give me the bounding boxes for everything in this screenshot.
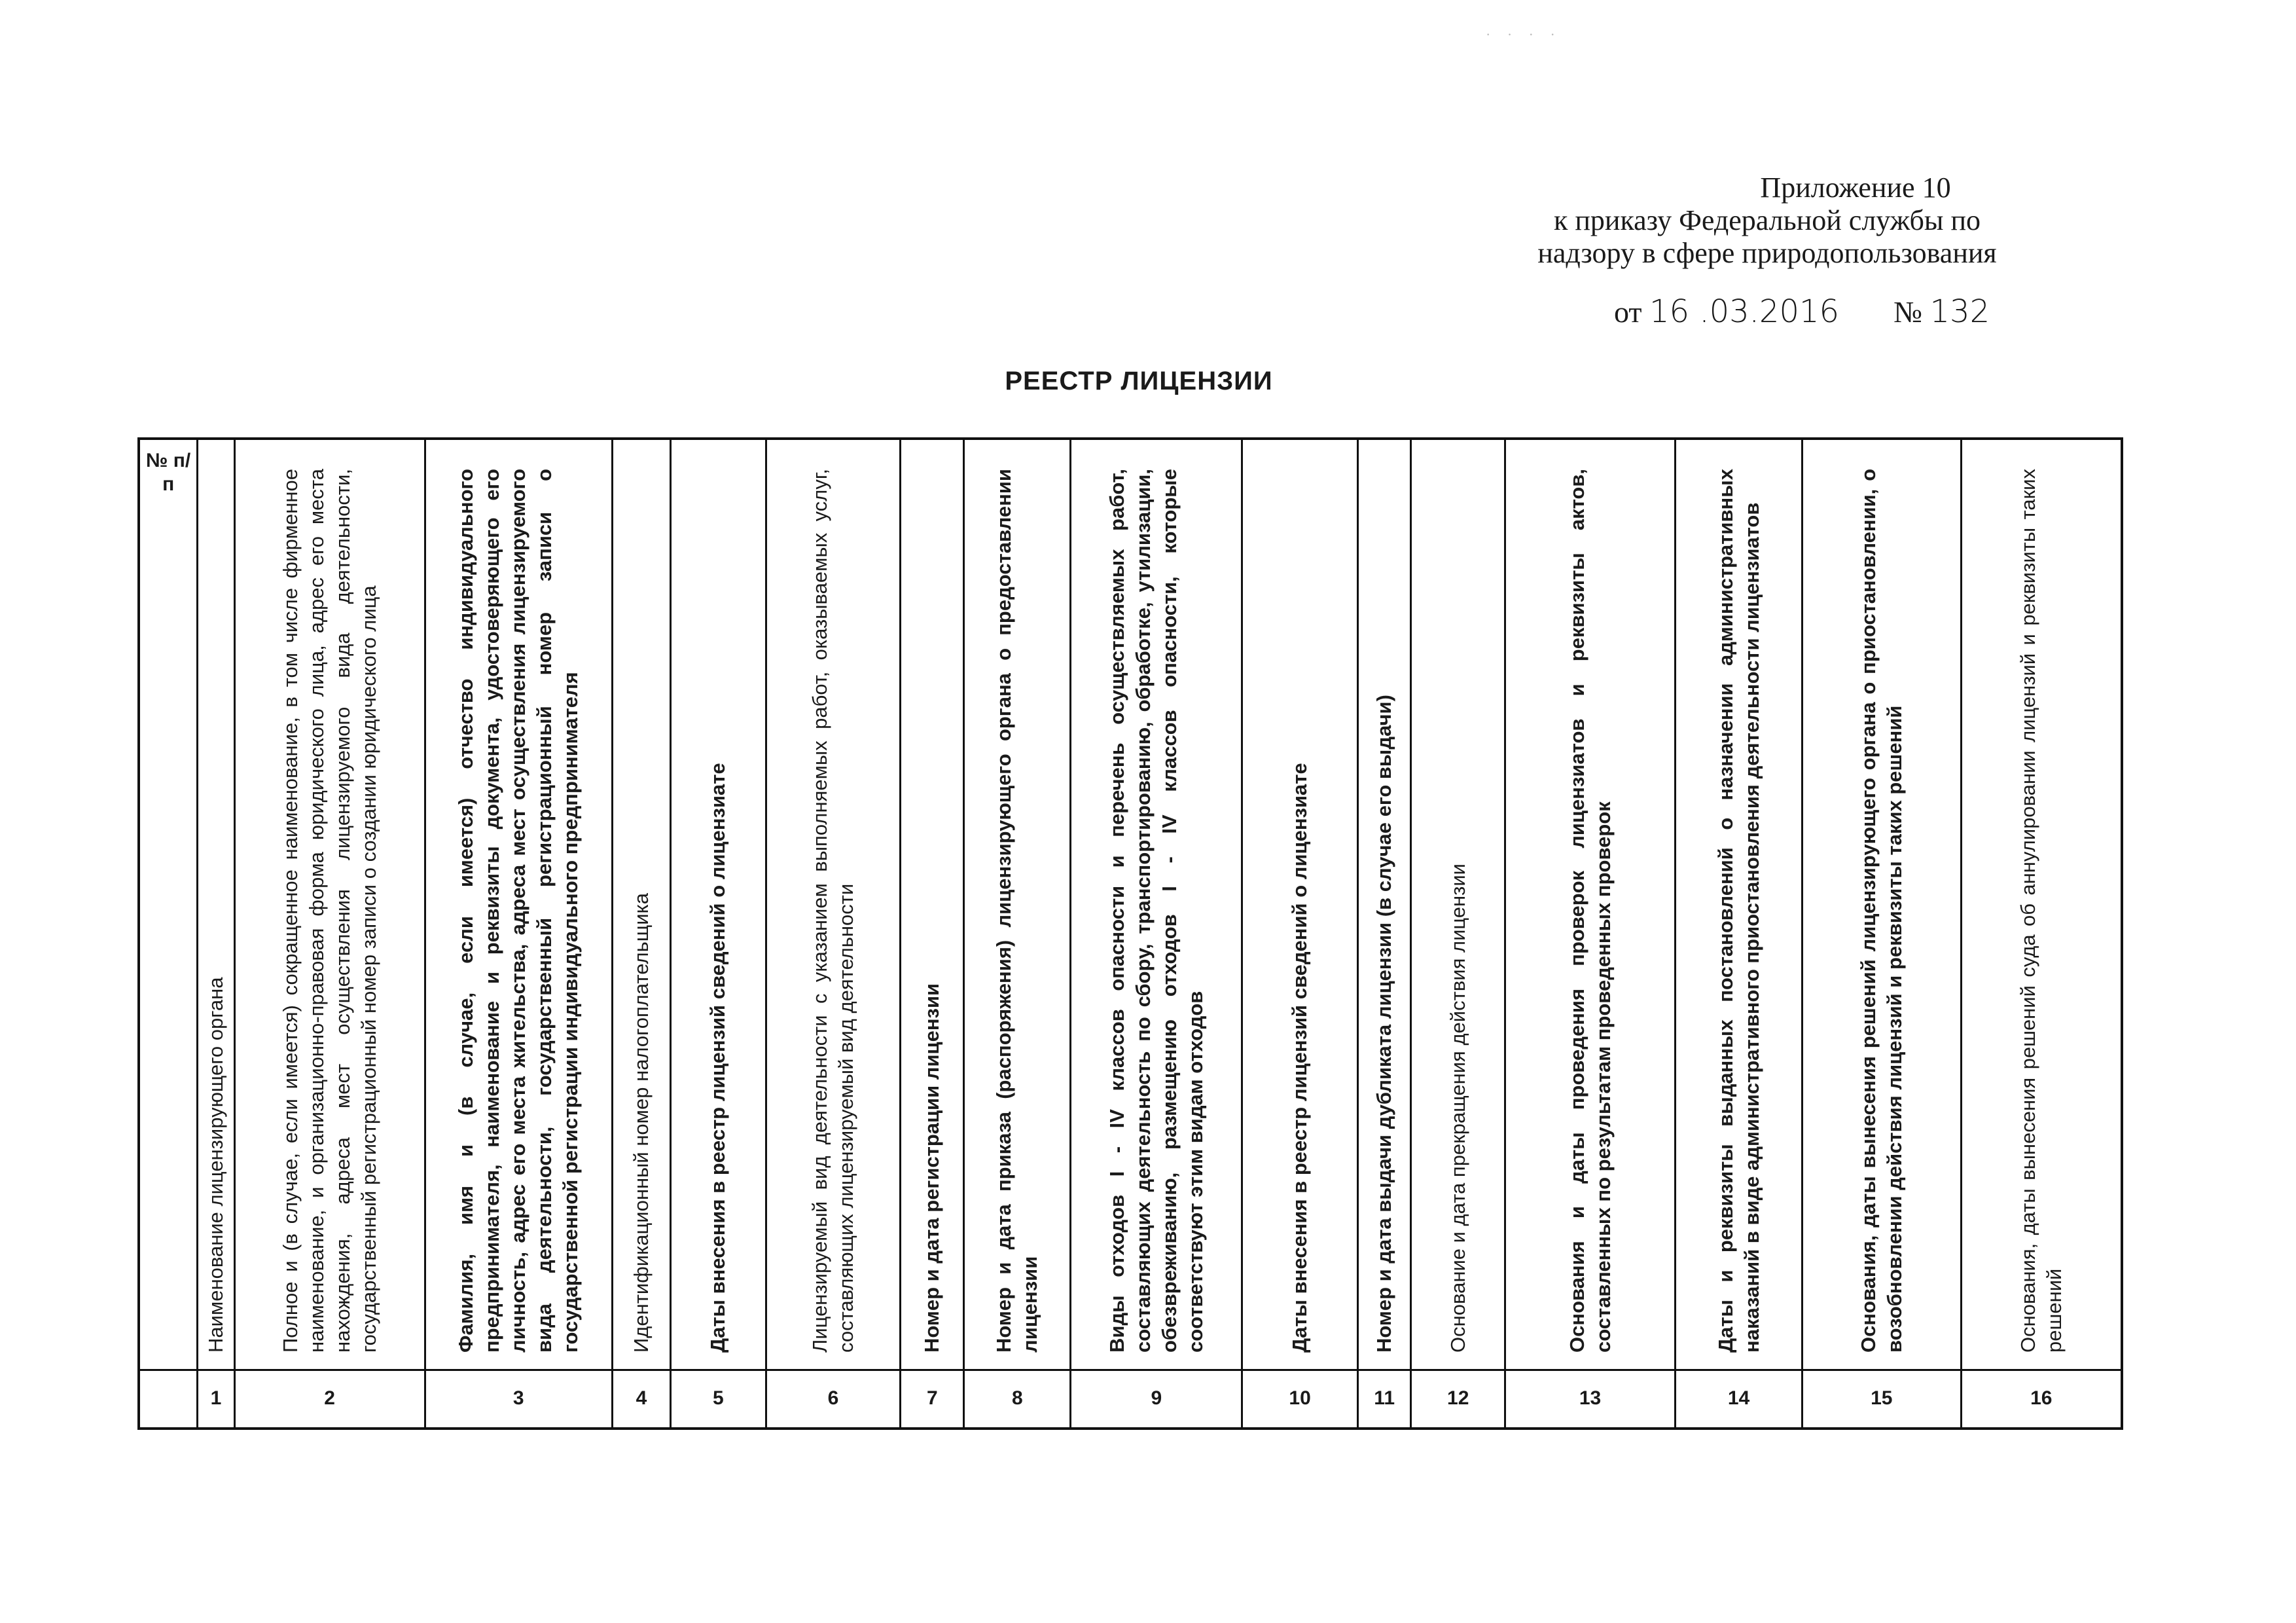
column-header-text: Основания и даты проведения проверок лицензиатов и реквизиты актов, составленных по результатам проведенных проверок bbox=[1565, 469, 1615, 1353]
appendix-header bbox=[1427, 172, 2108, 270]
column-header-cell bbox=[965, 440, 1069, 1371]
column-number-cell: 13 bbox=[1579, 1387, 1602, 1409]
column-14 bbox=[1676, 440, 1803, 1427]
column-15 bbox=[1803, 440, 1962, 1427]
order-date: 16 .03.2016 bbox=[1649, 293, 1840, 330]
order-from-label: от bbox=[1614, 295, 1642, 329]
column-8 bbox=[965, 440, 1071, 1427]
column-number-cell: 14 bbox=[1727, 1387, 1750, 1409]
column-number-cell: 7 bbox=[927, 1387, 938, 1409]
column-number-cell: 6 bbox=[827, 1387, 839, 1409]
column-7 bbox=[901, 440, 965, 1427]
column-number-cell: 16 bbox=[2030, 1387, 2053, 1409]
column-header-cell bbox=[1412, 440, 1504, 1371]
column-header-text: Полное и (в случае, если имеется) сокращенное наименование, в том числе фирменное наименование, и организационно-правовая форма юридического лица, адрес его места нахождения, адреса мест осуществления лицензируемого вида деятельности, государственный регистрационный номер записи о создании юридического лица bbox=[278, 469, 380, 1353]
column-number-cell: 15 bbox=[1871, 1387, 1893, 1409]
order-number-label: № bbox=[1893, 295, 1922, 329]
column-header-cell bbox=[198, 440, 233, 1371]
column-header-text: Идентификационный номер налогоплательщика bbox=[629, 892, 653, 1353]
column-header-text: Лицензируемый вид деятельности с указанием выполняемых работ, оказываемых услуг, составляющих лицензируемый вид деятельности bbox=[808, 469, 857, 1353]
column-header-cell bbox=[672, 440, 765, 1371]
order-date-line bbox=[1614, 293, 1990, 330]
column-12 bbox=[1412, 440, 1506, 1427]
column-1 bbox=[198, 440, 235, 1427]
column-number-cell: 2 bbox=[324, 1387, 335, 1409]
column-header-text: Номер и дата выдачи дубликата лицензии (в случае его выдачи) bbox=[1372, 695, 1396, 1353]
column-header-text: Даты внесения в реестр лицензий сведений о лицензиате bbox=[706, 763, 730, 1353]
column-header-text: Номер и дата приказа (распоряжения) лицензирующего органа о предоставлении лицензии bbox=[992, 469, 1042, 1353]
column-header-cell bbox=[236, 440, 424, 1371]
column-number-cell: 5 bbox=[713, 1387, 724, 1409]
column-npp bbox=[140, 440, 198, 1427]
column-9 bbox=[1071, 440, 1243, 1427]
column-number-cell: 8 bbox=[1012, 1387, 1023, 1409]
column-header-cell bbox=[1803, 440, 1960, 1371]
column-header-text: Основания, даты вынесения решений суда об аннулировании лицензий и реквизиты таких решений bbox=[2016, 469, 2066, 1353]
column-header-cell bbox=[1676, 440, 1801, 1371]
column-5 bbox=[672, 440, 767, 1427]
npp-header: № п/п bbox=[146, 450, 191, 495]
column-10 bbox=[1243, 440, 1359, 1427]
column-header-text: Даты внесения в реестр лицензий сведений о лицензиате bbox=[1288, 763, 1312, 1353]
license-registry-table bbox=[137, 437, 2123, 1430]
column-number-cell: 11 bbox=[1374, 1387, 1395, 1409]
column-number-cell: 10 bbox=[1289, 1387, 1311, 1409]
column-header-text: Даты и реквизиты выданных постановлений о назначении административных наказаний в виде административного приостановления деятельности лицензиатов bbox=[1713, 469, 1763, 1353]
column-number-cell bbox=[140, 1370, 196, 1427]
column-header-cell bbox=[1359, 440, 1410, 1371]
column-11 bbox=[1359, 440, 1412, 1427]
appendix-agency: надзору в сфере природопользования bbox=[1537, 237, 1997, 269]
column-header-cell bbox=[426, 440, 611, 1371]
column-2 bbox=[236, 440, 426, 1427]
column-header-cell bbox=[901, 440, 963, 1371]
column-header-cell bbox=[613, 440, 670, 1371]
column-header-cell bbox=[1243, 440, 1357, 1371]
appendix-order-ref: к приказу Федеральной службы по bbox=[1553, 204, 1981, 236]
order-number: 132 bbox=[1929, 293, 1990, 330]
column-number-cell: 4 bbox=[636, 1387, 647, 1409]
column-header-text: Фамилия, имя и (в случае, если имеется) отчество индивидуального предпринимателя, наименование и реквизиты документа, удостоверяющего его личность, адрес его места жительства, адреса мест осуществления лицензируемого вида деятельности, государственный регистрационный номер записи о государственной регистрации индивидуального предпринимателя bbox=[454, 469, 583, 1353]
column-number-cell: 3 bbox=[512, 1387, 524, 1409]
column-header-cell bbox=[140, 440, 196, 1371]
column-header-text: Основания, даты вынесения решений лицензирующего органа о приостановлении, о возобновлении действия лицензий и реквизиты таких решений bbox=[1856, 469, 1906, 1353]
column-header-cell bbox=[1506, 440, 1674, 1371]
appendix-number: Приложение 10 bbox=[1760, 172, 1951, 204]
column-header-cell bbox=[767, 440, 900, 1371]
column-13 bbox=[1506, 440, 1676, 1427]
column-header-text: Номер и дата регистрации лицензии bbox=[920, 983, 944, 1353]
column-header-text: Наименование лицензирующего органа bbox=[204, 977, 227, 1353]
column-number-cell: 1 bbox=[210, 1387, 222, 1409]
document-title: РЕЕСТР ЛИЦЕНЗИИ bbox=[1005, 367, 1273, 395]
column-header-text: Основание и дата прекращения действия лицензии bbox=[1446, 864, 1469, 1353]
column-16 bbox=[1962, 440, 2121, 1427]
column-number-cell: 9 bbox=[1151, 1387, 1162, 1409]
column-header-text: Виды отходов I - IV классов опасности и перечень осуществляемых работ, составляющих деятельность по сбору, транспортированию, обработке, утилизации, обезвреживанию, размещению отходов I - IV классов опасности, которые соответствуют этим видам отходов bbox=[1105, 469, 1207, 1353]
column-4 bbox=[613, 440, 672, 1427]
column-header-cell bbox=[1071, 440, 1241, 1371]
column-3 bbox=[426, 440, 613, 1427]
column-number-cell: 12 bbox=[1447, 1387, 1469, 1409]
column-header-cell bbox=[1962, 440, 2121, 1371]
scan-dots: · · · · bbox=[1486, 26, 1562, 43]
column-6 bbox=[767, 440, 902, 1427]
